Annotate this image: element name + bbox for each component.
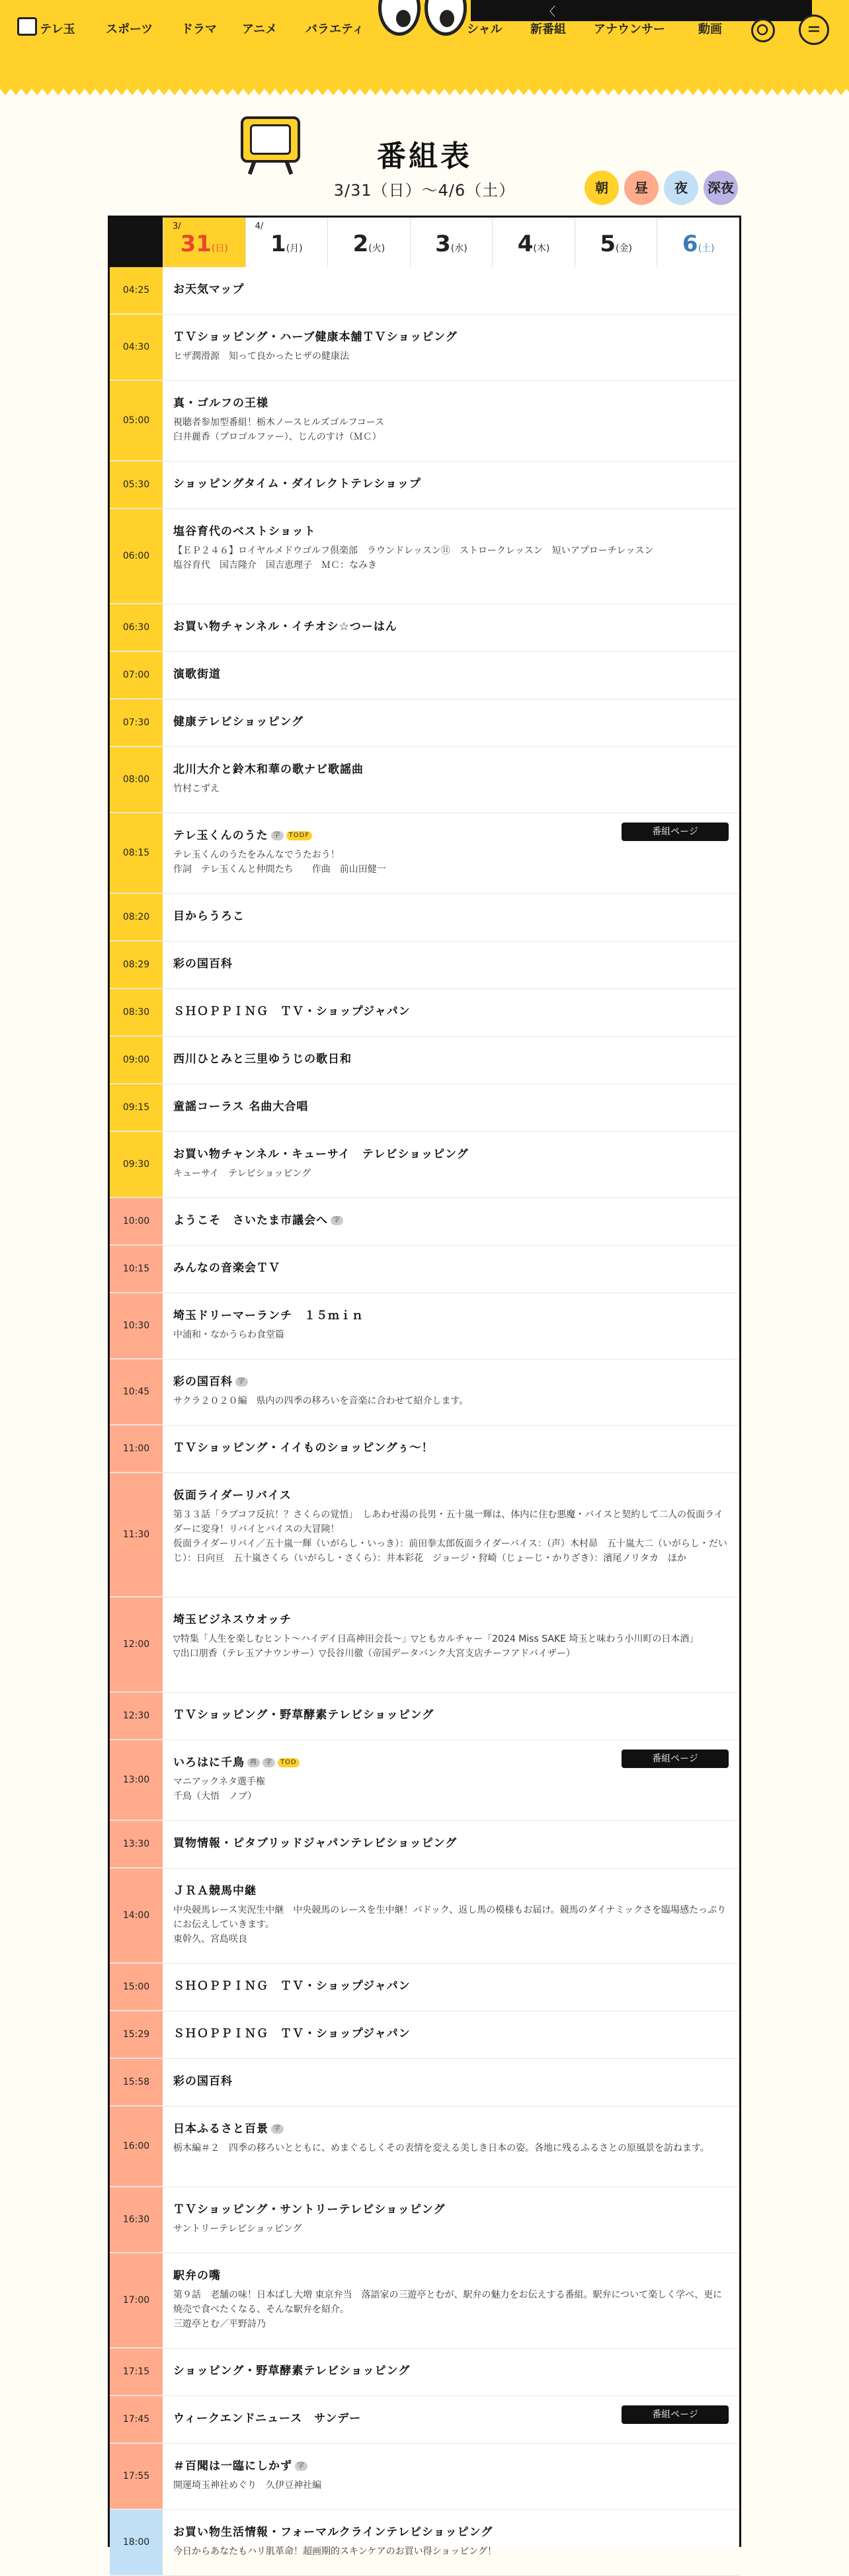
program-title[interactable]: ＳＨＯＰＰＩＮＧ ＴＶ・ショップジャパン — [173, 1005, 411, 1018]
program-time: 08:30 — [110, 989, 163, 1036]
program-row[interactable] — [110, 2444, 739, 2510]
program-title[interactable]: ショッピングタイム・ダイレクトテレショップ — [173, 477, 421, 491]
program-title[interactable]: ＳＨＯＰＰＩＮＧ ＴＶ・ショップジャパン — [173, 2027, 411, 2040]
program-title[interactable]: ショッピング・野草酵素テレビショッピング — [173, 2364, 411, 2378]
program-description: ▽特集「人生を楽しむヒント〜ハイデイ日高神田会長〜」▽ともカルチャー「2024 Miss SAKE 埼玉と味わう小川町の日本酒」 — [173, 1634, 699, 1644]
program-time: 10:30 — [110, 1293, 163, 1359]
program-badge: 字 — [235, 1377, 248, 1387]
program-badge: 字 — [263, 1758, 275, 1767]
program-title[interactable]: ＃百聞は一臨にしかず — [173, 2460, 292, 2473]
program-row[interactable] — [110, 462, 739, 509]
program-title[interactable]: 仮面ライダーリバイス — [173, 1489, 292, 1502]
nav-drama[interactable]: ドラマ — [181, 22, 217, 36]
tab-corner — [110, 218, 163, 267]
program-badge: 字 — [331, 1216, 343, 1225]
menu-button[interactable] — [799, 15, 829, 45]
period-daytime-button[interactable]: 昼 — [624, 171, 659, 205]
tab-day-number: 2 — [352, 231, 369, 257]
program-title[interactable]: 目からうろこ — [173, 910, 245, 923]
program-description: 作詞 テレ玉くんと仲間たち 作曲 前山田健一 — [173, 864, 386, 875]
program-title[interactable]: お天気マップ — [173, 283, 245, 296]
program-title[interactable]: お買い物チャンネル・キューサイ テレビショッピング — [173, 1148, 469, 1161]
program-description: ▽出口朋香（テレ玉アナウンサー）▽長谷川徹（帝国データバンク大宮支店チーフアドバイザー） — [173, 1648, 575, 1659]
program-description: 開運埼玉神社めぐり 久伊豆神社編 — [173, 2480, 321, 2491]
program-description: 中央競馬レース実況生中継 中央競馬のレースを生中継！パドック、返し馬の模様もお届け。競馬のダイナミックさを臨場感たっぷりにお伝えしていきます。 — [173, 1905, 727, 1930]
program-title[interactable]: 健康テレビショッピング — [173, 715, 303, 729]
program-title[interactable]: 日本ふるさと百景 — [173, 2122, 268, 2136]
program-description: 中浦和・なかうらわ食堂篇 — [173, 1330, 284, 1340]
logo-text: テレ玉 — [40, 22, 75, 36]
program-title[interactable]: お買い物生活情報・フォーマルクラインテレビショッピング — [173, 2526, 493, 2539]
program-title[interactable]: ＴＶショッピング・ハーブ健康本舗ＴＶショッピング — [173, 331, 458, 344]
program-title[interactable]: 真・ゴルフの王様 — [173, 397, 268, 410]
program-badge: 字 — [295, 2462, 307, 2471]
nav-variety[interactable]: バラエティ — [305, 22, 364, 36]
program-description: 千鳥（大悟 ノブ） — [173, 1791, 257, 1802]
nav-special[interactable]: シャル — [467, 22, 503, 36]
program-time: 13:00 — [110, 1740, 163, 1820]
program-title[interactable]: 西川ひとみと三里ゆうじの歌日和 — [173, 1053, 352, 1066]
program-time: 04:25 — [110, 267, 163, 314]
tab-day-2[interactable] — [327, 218, 410, 267]
program-row[interactable] — [110, 1693, 739, 1740]
program-time: 06:30 — [110, 604, 163, 651]
search-icon — [753, 20, 773, 40]
program-row[interactable] — [110, 604, 739, 652]
tab-day-5[interactable] — [575, 218, 657, 267]
program-time: 10:00 — [110, 1198, 163, 1245]
schedule-list — [108, 267, 741, 2557]
program-row[interactable] — [110, 267, 739, 315]
program-row[interactable] — [110, 381, 739, 462]
title-area — [0, 99, 849, 212]
program-description: マニアックネタ選手権 — [173, 1777, 265, 1787]
tab-weekday: (金) — [615, 243, 632, 254]
program-description: サクラ２０２０編 県内の四季の移ろいを音楽に合わせて紹介します。 — [173, 1396, 469, 1406]
program-row[interactable] — [110, 1359, 739, 1426]
tab-day-number: 1 — [270, 231, 286, 257]
program-title[interactable]: 塩谷育代のベストショット — [173, 525, 316, 538]
program-time: 09:15 — [110, 1084, 163, 1131]
tab-month: 3/ — [173, 221, 181, 231]
program-title[interactable]: ＳＨＯＰＰＩＮＧ ＴＶ・ショップジャパン — [173, 1980, 411, 1993]
program-page-button[interactable]: 番組ページ — [622, 823, 729, 841]
tab-day-1[interactable] — [245, 218, 328, 267]
program-time: 17:55 — [110, 2444, 163, 2509]
program-description: 臼井麗香（プロゴルファー）、じんのすけ（ＭＣ） — [173, 432, 382, 442]
program-page-button[interactable]: 番組ページ — [622, 2405, 729, 2424]
menu-icon — [801, 17, 827, 43]
program-row[interactable] — [110, 1037, 739, 1084]
program-title[interactable]: テレ玉くんのうた — [173, 829, 268, 842]
program-description: 【ＥＰ２４６】ロイヤルメドウゴルフ倶楽部 ラウンドレッスン⑪ ストロークレッスン 短いアプローチレッスン — [173, 545, 654, 556]
program-time: 12:00 — [110, 1597, 163, 1692]
period-morning-button[interactable]: 朝 — [585, 171, 619, 205]
program-time: 06:00 — [110, 509, 163, 604]
program-time: 08:15 — [110, 813, 163, 893]
program-row[interactable] — [110, 989, 739, 1037]
program-row[interactable] — [110, 2510, 739, 2576]
program-time: 13:30 — [110, 1821, 163, 1868]
program-title[interactable]: 彩の国百科 — [173, 957, 233, 971]
program-row[interactable] — [110, 1246, 739, 1293]
program-row[interactable] — [110, 1740, 739, 1821]
tab-day-3[interactable] — [410, 218, 493, 267]
program-row[interactable] — [110, 652, 739, 700]
program-time: 15:29 — [110, 2011, 163, 2058]
date-range: 3/31（日）〜4/6（土） — [333, 181, 516, 200]
program-row[interactable] — [110, 1869, 739, 1964]
program-row[interactable] — [110, 813, 739, 894]
program-row[interactable] — [110, 1132, 739, 1198]
nav-new-programs[interactable]: 新番組 — [530, 22, 566, 36]
program-time: 16:00 — [110, 2107, 163, 2187]
program-title[interactable]: ＪＲＡ競馬中継 — [173, 1884, 257, 1898]
program-time: 11:30 — [110, 1473, 163, 1597]
tab-day-number: 31 — [180, 231, 212, 257]
program-time: 12:30 — [110, 1693, 163, 1740]
program-description: テレ玉くんのうたをみんなでうたおう！ — [173, 850, 340, 860]
program-time: 17:15 — [110, 2349, 163, 2395]
program-title[interactable]: 演歌街道 — [173, 668, 221, 681]
program-description: キューサイ テレビショッピング — [173, 1168, 311, 1179]
program-time: 16:30 — [110, 2187, 163, 2253]
program-time: 08:00 — [110, 747, 163, 813]
tab-day-number: 6 — [682, 231, 698, 257]
program-time: 10:45 — [110, 1359, 163, 1425]
program-row[interactable] — [110, 700, 739, 747]
program-title[interactable]: 彩の国百科 — [173, 2075, 233, 2088]
tab-day-4[interactable] — [492, 218, 575, 267]
tab-month: 4/ — [255, 221, 264, 231]
zigzag-divider — [0, 85, 849, 99]
program-description: 第３３話「ラブコフ反抗！？さくらの覚悟」 しあわせ湯の長男・五十嵐一輝は、体内に住む悪魔・バイスと契約して二人の仮面ライダーに変身！リバイとバイスの大冒険！ — [173, 1509, 723, 1535]
program-row[interactable] — [110, 1964, 739, 2011]
program-description: サントリーテレビショッピング — [173, 2224, 302, 2234]
tv-logo-icon — [17, 17, 37, 36]
program-title[interactable]: 買物情報・ピタブリッドジャパンテレビショッピング — [173, 1837, 458, 1850]
program-title[interactable]: お買い物チャンネル・イチオシ☆つーはん — [173, 620, 397, 633]
nav-sports[interactable]: スポーツ — [106, 22, 153, 36]
tab-day-number: 3 — [435, 231, 451, 257]
tab-weekday: (日) — [211, 243, 228, 254]
program-description: 栃木編＃２ 四季の移ろいとともに、めまぐるしくその表情を変える美しき日本の姿。各地に残るふるさとの原風景を訪ねます。 — [173, 2143, 709, 2153]
program-description: ヒザ潤滑源 知って良かったヒザの健康法 — [173, 351, 349, 362]
program-time: 07:00 — [110, 652, 163, 699]
program-row[interactable] — [110, 747, 739, 813]
program-badge: 再 — [247, 1758, 260, 1767]
period-late-night-button[interactable]: 深夜 — [704, 171, 738, 205]
tab-weekday: (水) — [450, 243, 467, 254]
program-title[interactable]: 駅弁の嘴 — [173, 2269, 221, 2282]
program-title[interactable]: 彩の国百科 — [173, 1375, 233, 1389]
program-title[interactable]: 童謡コーラス 名曲大合唱 — [173, 1100, 309, 1113]
search-button[interactable] — [751, 19, 775, 42]
site-logo[interactable] — [17, 12, 90, 41]
program-row[interactable] — [110, 2396, 739, 2444]
program-row[interactable] — [110, 942, 739, 989]
program-row[interactable] — [110, 509, 739, 604]
program-badge: 字 — [271, 2124, 284, 2134]
program-row[interactable] — [110, 1821, 739, 1869]
program-time: 18:00 — [110, 2510, 163, 2575]
program-title[interactable]: みんなの音楽会ＴＶ — [173, 1262, 280, 1275]
program-row[interactable] — [110, 1473, 739, 1597]
program-description: 今日からあなたもハリ肌革命！超画期的スキンケアのお買い得ショッピング！ — [173, 2546, 497, 2557]
tab-weekday: (木) — [533, 243, 550, 254]
program-time: 04:30 — [110, 315, 163, 380]
program-row[interactable] — [110, 2059, 739, 2107]
program-time: 15:00 — [110, 1964, 163, 2011]
program-title[interactable]: 北川大介と鈴木和華の歌ナビ歌謡曲 — [173, 763, 364, 776]
program-badge: 字 — [271, 831, 284, 840]
program-title[interactable]: いろはに千鳥 — [173, 1756, 245, 1769]
nav-announcers[interactable]: アナウンサー — [594, 22, 665, 36]
program-row[interactable] — [110, 2011, 739, 2059]
program-time: 17:45 — [110, 2396, 163, 2443]
program-description: 仮面ライダーリバイ／五十嵐一輝（いがらし・いっき）：前田拳太郎仮面ライダーバイス：（声）木村昴 五十嵐大二（いがらし・だいじ）：日向亘 五十嵐さくら（いがらし・さくら）：井本彩花 ジョージ・狩崎（じょーじ・かりざき）：濱尾ノリタカ ほか — [173, 1539, 727, 1564]
program-time: 09:00 — [110, 1037, 163, 1084]
program-title[interactable]: 埼玉ビジネスウオッチ — [173, 1613, 292, 1627]
program-row[interactable] — [110, 1198, 739, 1246]
tab-day-0[interactable] — [163, 218, 245, 267]
program-row[interactable] — [110, 894, 739, 942]
program-badge: TODF — [286, 831, 312, 840]
program-badge: TOD — [278, 1758, 300, 1767]
program-description: 塩谷育代 国吉隆介 国吉恵理子 ＭＣ：なみき — [173, 560, 377, 571]
tab-weekday: (土) — [698, 243, 715, 254]
program-title[interactable]: ＴＶショッピング・イイものショッピングぅ〜！ — [173, 1441, 434, 1455]
program-description: 東幹久、宮島咲良 — [173, 1934, 247, 1945]
program-row[interactable] — [110, 1426, 739, 1473]
program-row[interactable] — [110, 1293, 739, 1359]
program-title[interactable]: ＴＶショッピング・野草酵素テレビショッピング — [173, 1709, 434, 1722]
page-title: 番組表 — [377, 140, 472, 173]
program-time: 10:15 — [110, 1246, 163, 1293]
tab-day-number: 4 — [517, 231, 534, 257]
tab-day-6[interactable] — [657, 218, 739, 267]
program-time: 14:00 — [110, 1869, 163, 1963]
program-title[interactable]: 埼玉ドリーマーランチ １５ｍｉｎ — [173, 1309, 364, 1322]
chevron-left-icon[interactable]: 〈 — [544, 5, 555, 19]
mascot-eyes — [378, 0, 471, 40]
program-time: 15:58 — [110, 2059, 163, 2106]
program-row[interactable] — [110, 2107, 739, 2187]
program-title[interactable]: ようこそ さいたま市議会へ — [173, 1214, 328, 1227]
program-time: 08:20 — [110, 894, 163, 941]
day-tabs — [108, 216, 741, 267]
program-time: 05:30 — [110, 462, 163, 508]
program-description: 三遊亭とむ／平野詩乃 — [173, 2319, 266, 2329]
program-title[interactable]: ウィークエンドニュース サンデー — [173, 2412, 362, 2425]
program-row[interactable] — [110, 1597, 739, 1693]
tab-weekday: (火) — [368, 243, 385, 254]
site-header — [0, 0, 849, 99]
program-time: 07:30 — [110, 700, 163, 746]
program-time: 05:00 — [110, 381, 163, 461]
program-page-button[interactable]: 番組ページ — [622, 1750, 729, 1768]
program-description: 第９話 老舗の味！日本ばし大増 東京弁当 落語家の三遊亭とむが、駅弁の魅力をお伝えする番組。駅弁について楽しく学べ、更に焼売で食べたくなる、そんな駅弁を紹介。 — [173, 2290, 723, 2315]
program-row[interactable] — [110, 2253, 739, 2349]
program-time: 08:29 — [110, 942, 163, 988]
program-row[interactable] — [110, 1084, 739, 1132]
program-row[interactable] — [110, 315, 739, 381]
tab-day-number: 5 — [600, 231, 616, 257]
program-description: 竹村こずえ — [173, 784, 220, 794]
program-time: 11:00 — [110, 1426, 163, 1472]
program-time: 09:30 — [110, 1132, 163, 1197]
tab-weekday: (月) — [286, 243, 303, 254]
period-night-button[interactable]: 夜 — [664, 171, 698, 205]
program-row[interactable] — [110, 2349, 739, 2396]
program-title[interactable]: ＴＶショッピング・サントリーテレビショッピング — [173, 2203, 446, 2216]
program-time: 17:00 — [110, 2253, 163, 2348]
program-description: 視聴者参加型番組！栃木ノースヒルズゴルフコース — [173, 417, 385, 428]
nav-videos[interactable]: 動画 — [698, 22, 722, 36]
program-row[interactable] — [110, 2187, 739, 2253]
nav-anime[interactable]: アニメ — [242, 22, 278, 36]
